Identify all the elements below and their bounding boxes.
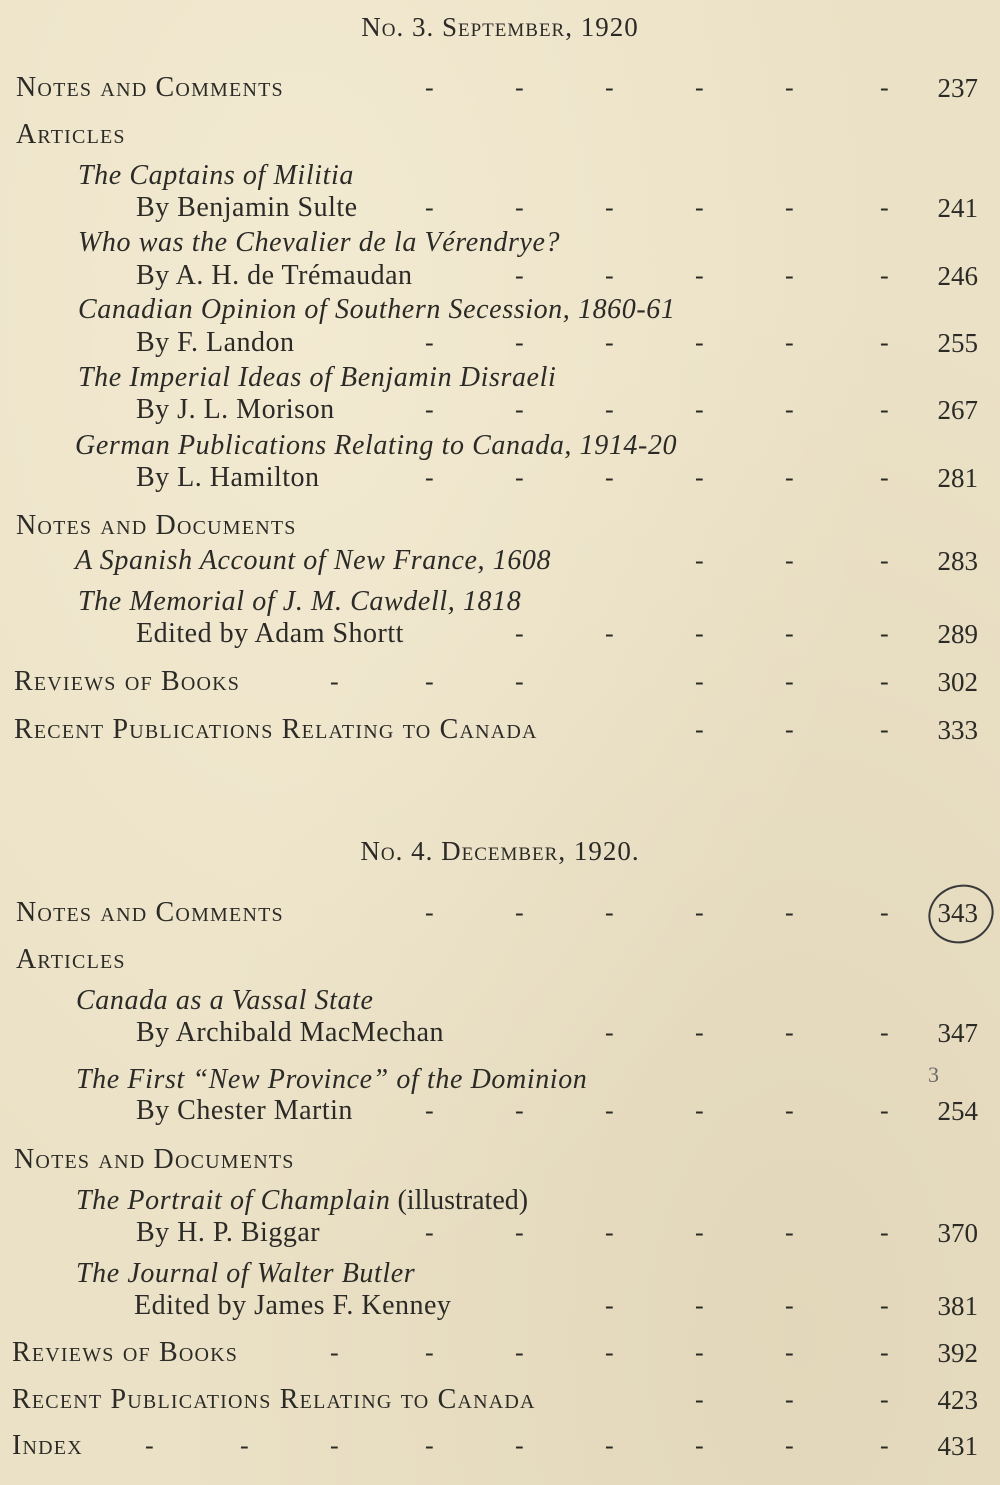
document-title-text: The Portrait of Champlain (76, 1185, 391, 1216)
issue-4-reviews (0, 1333, 1000, 1373)
leader-dash: - (515, 1096, 524, 1125)
leader-dash: - (880, 1431, 889, 1460)
leader-dash: - (880, 715, 889, 744)
page-number: 281 (937, 463, 978, 493)
document-title-text: The Memorial of J. M. Cawdell, 1818 (78, 586, 522, 617)
article-title-text: Canada as a Vassal State (76, 985, 374, 1016)
leader-dash: - (785, 1018, 794, 1047)
leader-dash: - (605, 73, 614, 102)
leader-dash: - (785, 395, 794, 424)
leader-dash: - (695, 1338, 704, 1367)
byline-text: By Archibald MacMechan (136, 1017, 445, 1048)
article-title-text: The Imperial Ideas of Benjamin Disraeli (78, 362, 557, 393)
section-label: Reviews of Books (14, 666, 241, 697)
leader-dash: - (695, 1291, 704, 1320)
issue-4-articles-heading (0, 940, 1000, 980)
leader-dash: - (880, 193, 889, 222)
leader-dash: - (515, 898, 524, 927)
handwritten-correction-mark: 3 (928, 1062, 939, 1087)
section-label: Recent Publications Relating to Canada (12, 1384, 536, 1415)
issue-4-notes-comments (0, 893, 1000, 933)
leader-dash: - (330, 1431, 339, 1460)
section-label: Notes and Documents (16, 510, 297, 541)
leader-dash: - (880, 395, 889, 424)
leader-dash: - (695, 193, 704, 222)
issue-3-heading: No. 3. September, 1920 (361, 12, 639, 42)
leader-dash: - (330, 667, 339, 696)
article-title-text: The First “New Province” of the Dominion (76, 1064, 588, 1095)
leader-dash: - (695, 73, 704, 102)
leader-dash: - (605, 1218, 614, 1247)
leader-dash: - (605, 1096, 614, 1125)
document-title-text: The Journal of Walter Butler (76, 1258, 416, 1289)
leader-dash: - (880, 1291, 889, 1320)
issue-3-articles-heading (0, 115, 1000, 155)
leader-dash: - (240, 1431, 249, 1460)
byline-text: By F. Landon (136, 327, 295, 358)
leader-dash: - (425, 73, 434, 102)
leader-dash: - (785, 1338, 794, 1367)
leader-dash: - (880, 463, 889, 492)
leader-dash: - (880, 1218, 889, 1247)
leader-dash: - (425, 463, 434, 492)
leader-dash: - (695, 328, 704, 357)
leader-dash: - (605, 261, 614, 290)
page-number: 254 (937, 1096, 978, 1126)
leader-dash: - (695, 1431, 704, 1460)
byline-text: By J. L. Morison (136, 394, 335, 425)
article-byline (0, 188, 1000, 228)
leader-dash: - (605, 1291, 614, 1320)
byline-text: By Benjamin Sulte (136, 192, 358, 223)
leader-dash: - (605, 463, 614, 492)
page-number: 431 (937, 1431, 978, 1461)
leader-dash: - (785, 1291, 794, 1320)
byline-text: By H. P. Biggar (136, 1217, 321, 1248)
article-byline (0, 323, 1000, 363)
article-title-text: The Captains of Militia (78, 160, 354, 191)
leader-dash: - (695, 898, 704, 927)
leader-dash: - (425, 193, 434, 222)
leader-dash: - (515, 1218, 524, 1247)
leader-dash: - (695, 1218, 704, 1247)
leader-dash: - (425, 1338, 434, 1367)
byline-text: Edited by James F. Kenney (134, 1290, 452, 1321)
leader-dash: - (515, 1431, 524, 1460)
document-byline (0, 1286, 1000, 1326)
page-number: 283 (937, 546, 978, 576)
section-label: Recent Publications Relating to Canada (14, 714, 538, 745)
page-number: 302 (937, 667, 978, 697)
article-byline (0, 390, 1000, 430)
leader-dash: - (695, 395, 704, 424)
issue-4-notes-documents-heading (0, 1140, 1000, 1180)
issue-3-reviews (0, 662, 1000, 702)
leader-dash: - (695, 715, 704, 744)
section-label: Notes and Comments (16, 72, 284, 103)
section-label: Articles (16, 119, 126, 150)
page-number: 237 (937, 73, 978, 103)
leader-dash: - (880, 667, 889, 696)
dot-leader (0, 1426, 1000, 1466)
leader-dash: - (515, 667, 524, 696)
article-byline (0, 1091, 1000, 1131)
page-number: 289 (937, 619, 978, 649)
leader-dash: - (515, 261, 524, 290)
document-entry (0, 541, 1000, 581)
leader-dash: - (785, 715, 794, 744)
leader-dash: - (695, 1385, 704, 1414)
leader-dash: - (145, 1431, 154, 1460)
section-label: Articles (16, 944, 126, 975)
leader-dash: - (425, 898, 434, 927)
section-label: Reviews of Books (12, 1337, 239, 1368)
leader-dash: - (425, 1431, 434, 1460)
leader-dash: - (785, 463, 794, 492)
document-title-text: A Spanish Account of New France, 1608 (75, 545, 552, 576)
leader-dash: - (515, 463, 524, 492)
leader-dash: - (425, 395, 434, 424)
section-label: Notes and Documents (14, 1144, 295, 1175)
issue-4-index (0, 1426, 1000, 1466)
issue-3-notes-comments (0, 68, 1000, 108)
leader-dash: - (880, 73, 889, 102)
leader-dash: - (605, 1431, 614, 1460)
article-byline (0, 458, 1000, 498)
leader-dash: - (425, 667, 434, 696)
page-number: 381 (937, 1291, 978, 1321)
leader-dash: - (880, 898, 889, 927)
leader-dash: - (605, 193, 614, 222)
leader-dash: - (515, 1338, 524, 1367)
leader-dash: - (695, 1096, 704, 1125)
leader-dash: - (695, 546, 704, 575)
leader-dash: - (605, 898, 614, 927)
leader-dash: - (425, 1096, 434, 1125)
leader-dash: - (605, 328, 614, 357)
leader-dash: - (785, 1096, 794, 1125)
article-byline (0, 1013, 1000, 1053)
page-number: 370 (937, 1218, 978, 1248)
leader-dash: - (880, 546, 889, 575)
byline-text: Edited by Adam Shortt (136, 618, 404, 649)
issue-3-recent-publications (0, 710, 1000, 750)
leader-dash: - (515, 193, 524, 222)
page-number: 241 (937, 193, 978, 223)
leader-dash: - (695, 1018, 704, 1047)
section-label: Notes and Comments (16, 897, 284, 928)
byline-text: By L. Hamilton (136, 462, 320, 493)
byline-text: By Chester Martin (136, 1095, 353, 1126)
document-byline (0, 1213, 1000, 1253)
leader-dash: - (880, 328, 889, 357)
leader-dash: - (785, 898, 794, 927)
leader-dash: - (515, 73, 524, 102)
leader-dash: - (695, 619, 704, 648)
leader-dash: - (515, 395, 524, 424)
issue-3-notes-documents-heading (0, 506, 1000, 546)
leader-dash: - (515, 619, 524, 648)
page-number: 343 (937, 898, 978, 928)
leader-dash: - (425, 328, 434, 357)
page-number: 267 (937, 395, 978, 425)
leader-dash: - (785, 328, 794, 357)
issue-4-recent-publications (0, 1380, 1000, 1420)
page-number: 392 (937, 1338, 978, 1368)
document-title-suffix: (illustrated) (397, 1185, 529, 1216)
page-number: 333 (937, 715, 978, 745)
leader-dash: - (695, 261, 704, 290)
leader-dash: - (425, 1218, 434, 1247)
leader-dash: - (880, 1018, 889, 1047)
leader-dash: - (330, 1338, 339, 1367)
leader-dash: - (785, 261, 794, 290)
article-title-text: Canadian Opinion of Southern Secession, 1860-61 (78, 294, 676, 325)
issue-4-heading: No. 4. December, 1920. (360, 836, 640, 866)
page-number: 255 (937, 328, 978, 358)
leader-dash: - (695, 667, 704, 696)
leader-dash: - (785, 1218, 794, 1247)
leader-dash: - (605, 395, 614, 424)
leader-dash: - (880, 619, 889, 648)
leader-dash: - (785, 667, 794, 696)
leader-dash: - (785, 193, 794, 222)
article-title-text: German Publications Relating to Canada, 1914-20 (75, 430, 678, 461)
byline-text: By A. H. de Trémaudan (136, 260, 413, 291)
section-label: Index (12, 1430, 83, 1461)
leader-dash: - (785, 73, 794, 102)
leader-dash: - (880, 1338, 889, 1367)
article-title-text: Who was the Chevalier de la Vérendrye? (78, 227, 561, 258)
leader-dash: - (785, 619, 794, 648)
leader-dash: - (785, 546, 794, 575)
leader-dash: - (605, 619, 614, 648)
leader-dash: - (880, 1385, 889, 1414)
leader-dash: - (605, 1338, 614, 1367)
leader-dash: - (605, 1018, 614, 1047)
page-number: 423 (937, 1385, 978, 1415)
leader-dash: - (695, 463, 704, 492)
document-byline (0, 614, 1000, 654)
leader-dash: - (515, 328, 524, 357)
leader-dash: - (880, 1096, 889, 1125)
leader-dash: - (785, 1385, 794, 1414)
page-number: 347 (937, 1018, 978, 1048)
leader-dash: - (880, 261, 889, 290)
leader-dash: - (785, 1431, 794, 1460)
page-number: 246 (937, 261, 978, 291)
